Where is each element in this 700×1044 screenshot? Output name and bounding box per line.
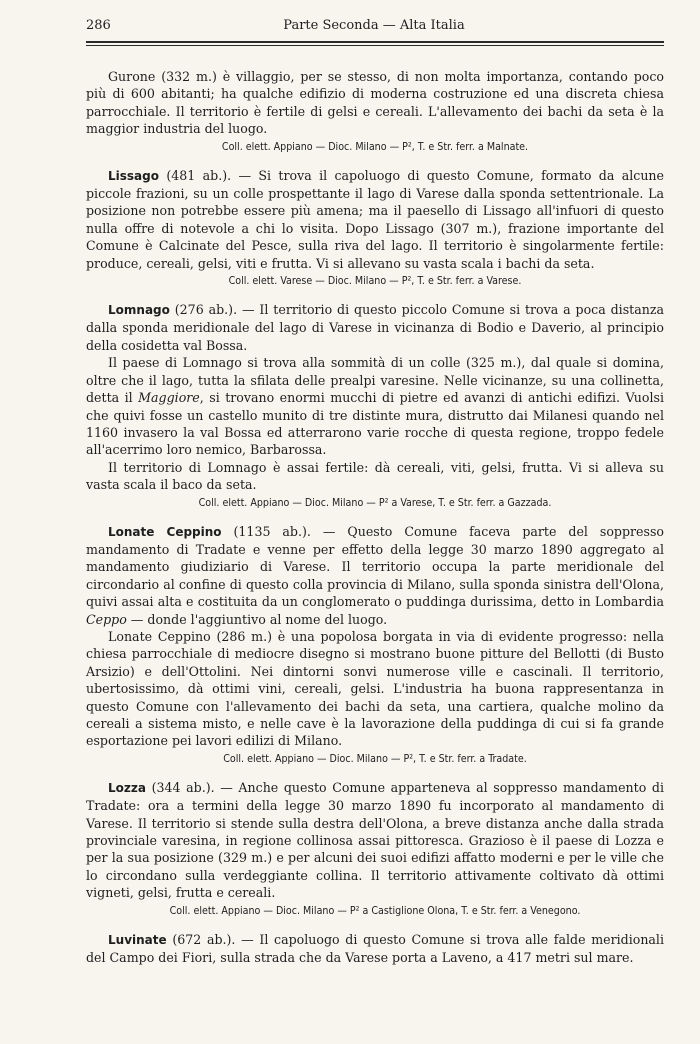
entry-collegio-line: Coll. elett. Appiano — Dioc. Milano — P² a Castiglione Olona, T. e Str. ferr. a Venegono.: [169, 904, 581, 917]
entry-paragraph: Il territorio di Lomnago è assai fertile: dà cereali, viti, gelsi, frutta. Vi si alleva su vasta scala il baco da seta.: [86, 459, 664, 493]
entry-paragraph: Il paese di Lomnago si trova alla sommità di un colle (325 m.), dal quale si domina, oltre che il lago, tutta la sfilata delle prealpi varesine. Nelle vicinanze, su una collinetta, detta il Maggiore, si trovano enormi mucchi di pietre ed avanzi di antichi edifizi. Vuolsi che quivi fosse un castello munito di tre distinte mura, distrutto dai Milanesi quando nel 1160 invasero la val Bossa ed atterrarono varie rocche di questa regione, troppo fedele all'acerrimo loro nemico, Barbarossa.: [86, 355, 664, 458]
entry-lozza: [86, 779, 664, 919]
entry-lissago: [86, 167, 664, 289]
entry-paragraph: Lonate Ceppino (286 m.) è una popolosa borgata in via di evidente progresso: nella chiesa parrocchiale di mediocre disegno si mostrano buone pitture del Bellotti (di Busto Arsizio) e dell'Ottolini. Nei dintorni sonvi numerose ville e cascinali. Il territorio, ubertosissimo, dà ottimi vini, cereali, gelsi. L'industria ha buona rappresentanza in questo Comune con l'allevamento dei bachi da seta, una cartiera, qualche molino da cereali a sistema misto, e nelle cave è la lavorazione della puddinga di cui si fa grande esportazione pei lavori edilizi di Milano.: [86, 628, 664, 749]
header-rule-thick: [86, 41, 664, 43]
entry-paragraph: Gurone (332 m.) è villaggio, per se stesso, di non molta importanza, contando poco più di 600 abitanti; ha qualche edifizio di moderna costruzione ed una discreta chiesa parrocchiale. Il territorio è fertile di gelsi e cereali. L'allevamento dei bachi da seta è la maggior industria del luogo.: [86, 69, 664, 137]
entry-term: Lomnago: [108, 303, 170, 318]
entry-paragraph: [86, 167, 664, 272]
entry-term: Lozza: [108, 780, 146, 795]
entry-collegio-line: Coll. elett. Varese — Dioc. Milano — P², T. e Str. ferr. a Varese.: [228, 275, 522, 288]
entry-text: (276 ab.). — Il territorio di questo piccolo Comune si trova a poca distanza dalla sponda meridionale del lago di Varese in vicinanza di Bodio e Daverio, al principio della cosidetta val Bossa.: [86, 302, 664, 353]
entry-paragraph: [86, 301, 664, 354]
entry-collegio-line: Coll. elett. Appiano — Dioc. Milano — P² a Varese, T. e Str. ferr. a Gazzada.: [198, 496, 552, 509]
body-text: [86, 68, 664, 966]
entry-term: Lissago: [108, 168, 159, 183]
entry-collegio-line: Coll. elett. Appiano — Dioc. Milano — P², T. e Str. ferr. a Tradate.: [223, 752, 527, 765]
entry-paragraph: [86, 779, 664, 902]
entry-text: (1135 ab.). — Questo Comune faceva parte del soppresso mandamento di Tradate e venne per effetto della legge 30 marzo 1890 aggregato al mandamento giudiziario di Varese. Il territorio occupa la parte meridionale del circondario al confine di questo colla provincia di Milano, sulla sponda sinistra dell'Olona, quivi assai alta e costituita da un conglomerato o puddinga durissima, detto in Lombardia Ceppo — donde l'aggiuntivo al nome del luogo.: [86, 523, 665, 627]
entry-term: Lonate Ceppino: [108, 524, 222, 539]
entry-text: (672 ab.). — Il capoluogo di questo Comune si trova alle falde meridionali del Campo dei Fiori, sulla strada che da Varese porta a Laveno, a 417 metri sul mare.: [86, 931, 664, 966]
header-rule-thin: [86, 45, 664, 46]
page-header: [86, 18, 662, 38]
entry-gurone: [86, 68, 664, 155]
entry-collegio-line: Coll. elett. Appiano — Dioc. Milano — P², T. e Str. ferr. a Malnate.: [221, 140, 529, 153]
page-number: 286: [86, 18, 111, 33]
running-title: Parte Seconda — Alta Italia: [283, 18, 465, 33]
entry-lomnago: [86, 301, 664, 510]
entry-paragraph: [86, 523, 664, 628]
entry-text: (481 ab.). — Si trova il capoluogo di questo Comune, formato da alcune piccole frazioni, su un colle prospettante il lago di Varese dalla sponda settentrionale. La posizione non potrebbe essere più amena; ma il paesello di Lissago all'infuori di questo nulla offre di notevole a chi lo visita. Dopo Lissago (307 m.), frazione importante del Comune è Calcinate del Pesce, sulla riva del lago. Il territorio è singolarmente fertile: produce, cereali, gelsi, viti e frutta. Vi si allevano su vasta scala i bachi da seta.: [86, 167, 664, 271]
entry-term: Luvinate: [108, 932, 167, 947]
entry-luvinate: [86, 931, 664, 967]
entry-text: (344 ab.). — Anche questo Comune apparteneva al soppresso mandamento di Tradate: ora a termini della legge 30 marzo 1890 fu incorporato al mandamento di Varese. Il territorio si stende sulla destra dell'Olona, a breve distanza anche dalla strada provinciale varesina, in regione collinosa assai pittoresca. Grazioso è il paese di Lozza e per la sua posizione (329 m.) e per alcuni dei suoi edifizi affatto moderni e per le ville che lo circondano sulla verdeggiante collina. Il territorio attivamente coltivato dà ottimi vigneti, gelsi, frutta e cereali.: [86, 779, 664, 901]
entry-paragraph: [86, 931, 664, 967]
entry-lonate-ceppino: [86, 523, 664, 767]
